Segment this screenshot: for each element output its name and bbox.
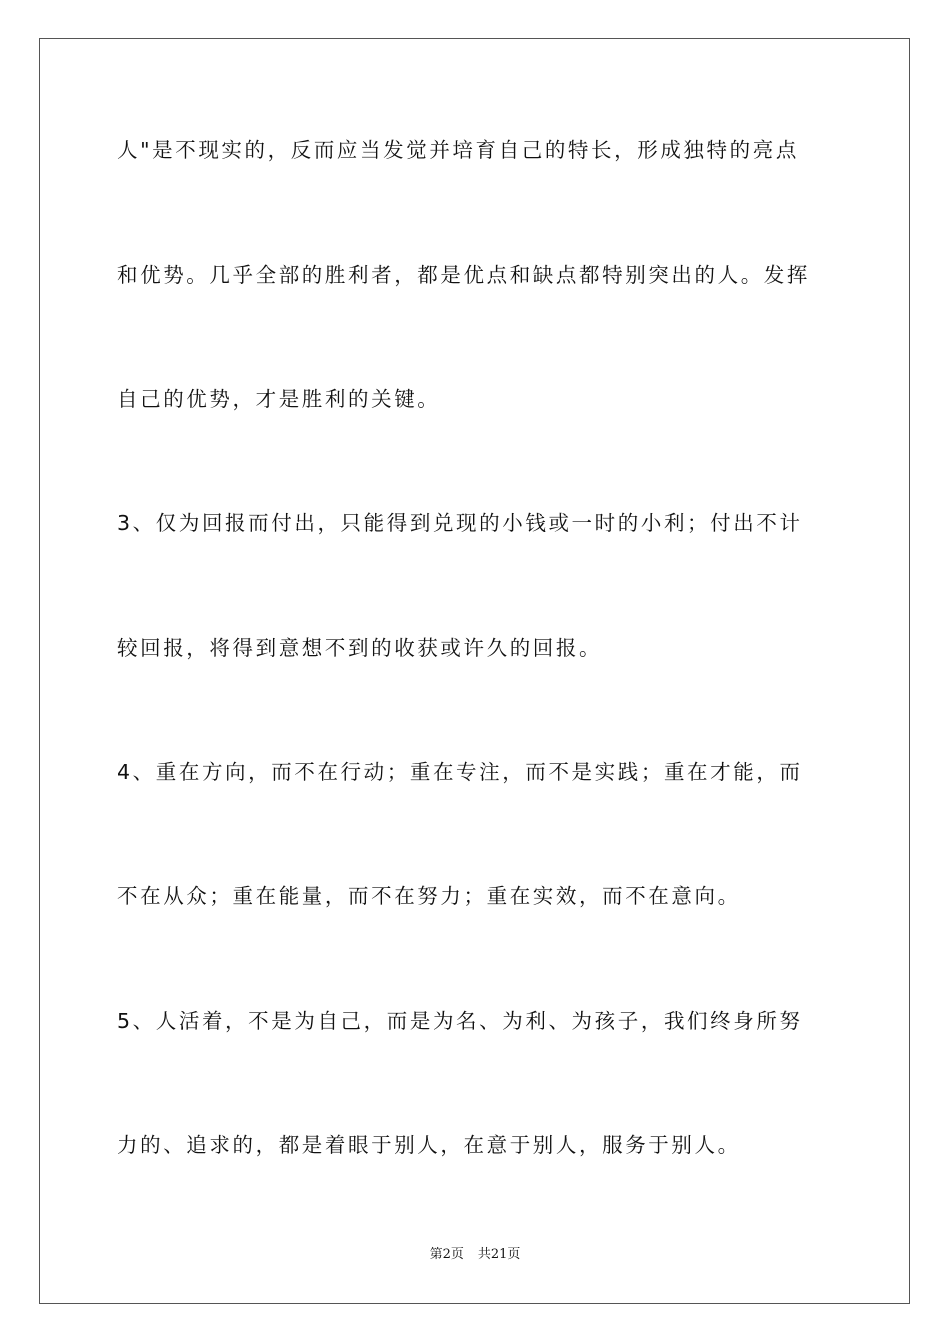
text-line: 4、重在方向，而不在行动；重在专注，而不是实践；重在才能，而: [117, 760, 803, 784]
text-line: 3、仅为回报而付出，只能得到兑现的小钱或一时的小利；付出不计: [117, 511, 803, 535]
page-footer: [0, 1246, 950, 1264]
text-line: 力的、追求的，都是着眼于别人，在意于别人，服务于别人。: [117, 1133, 741, 1157]
text-line: 5、人活着，不是为自己，而是为名、为利、为孩子，我们终身所努: [117, 1009, 803, 1033]
text-line: 人"是不现实的，反而应当发觉并培育自己的特长，形成独特的亮点: [117, 138, 799, 162]
text-line: 自己的优势，才是胜利的关键。: [117, 387, 441, 411]
page-number: 第2页: [429, 1247, 464, 1262]
text-line: 和优势。几乎全部的胜利者，都是优点和缺点都特别突出的人。发挥: [117, 263, 810, 287]
text-line: 不在从众；重在能量，而不在努力；重在实效，而不在意向。: [117, 884, 741, 908]
text-line: 较回报，将得到意想不到的收获或许久的回报。: [117, 636, 603, 660]
page-frame: [39, 38, 910, 1304]
page-total: 共21页: [477, 1247, 521, 1262]
